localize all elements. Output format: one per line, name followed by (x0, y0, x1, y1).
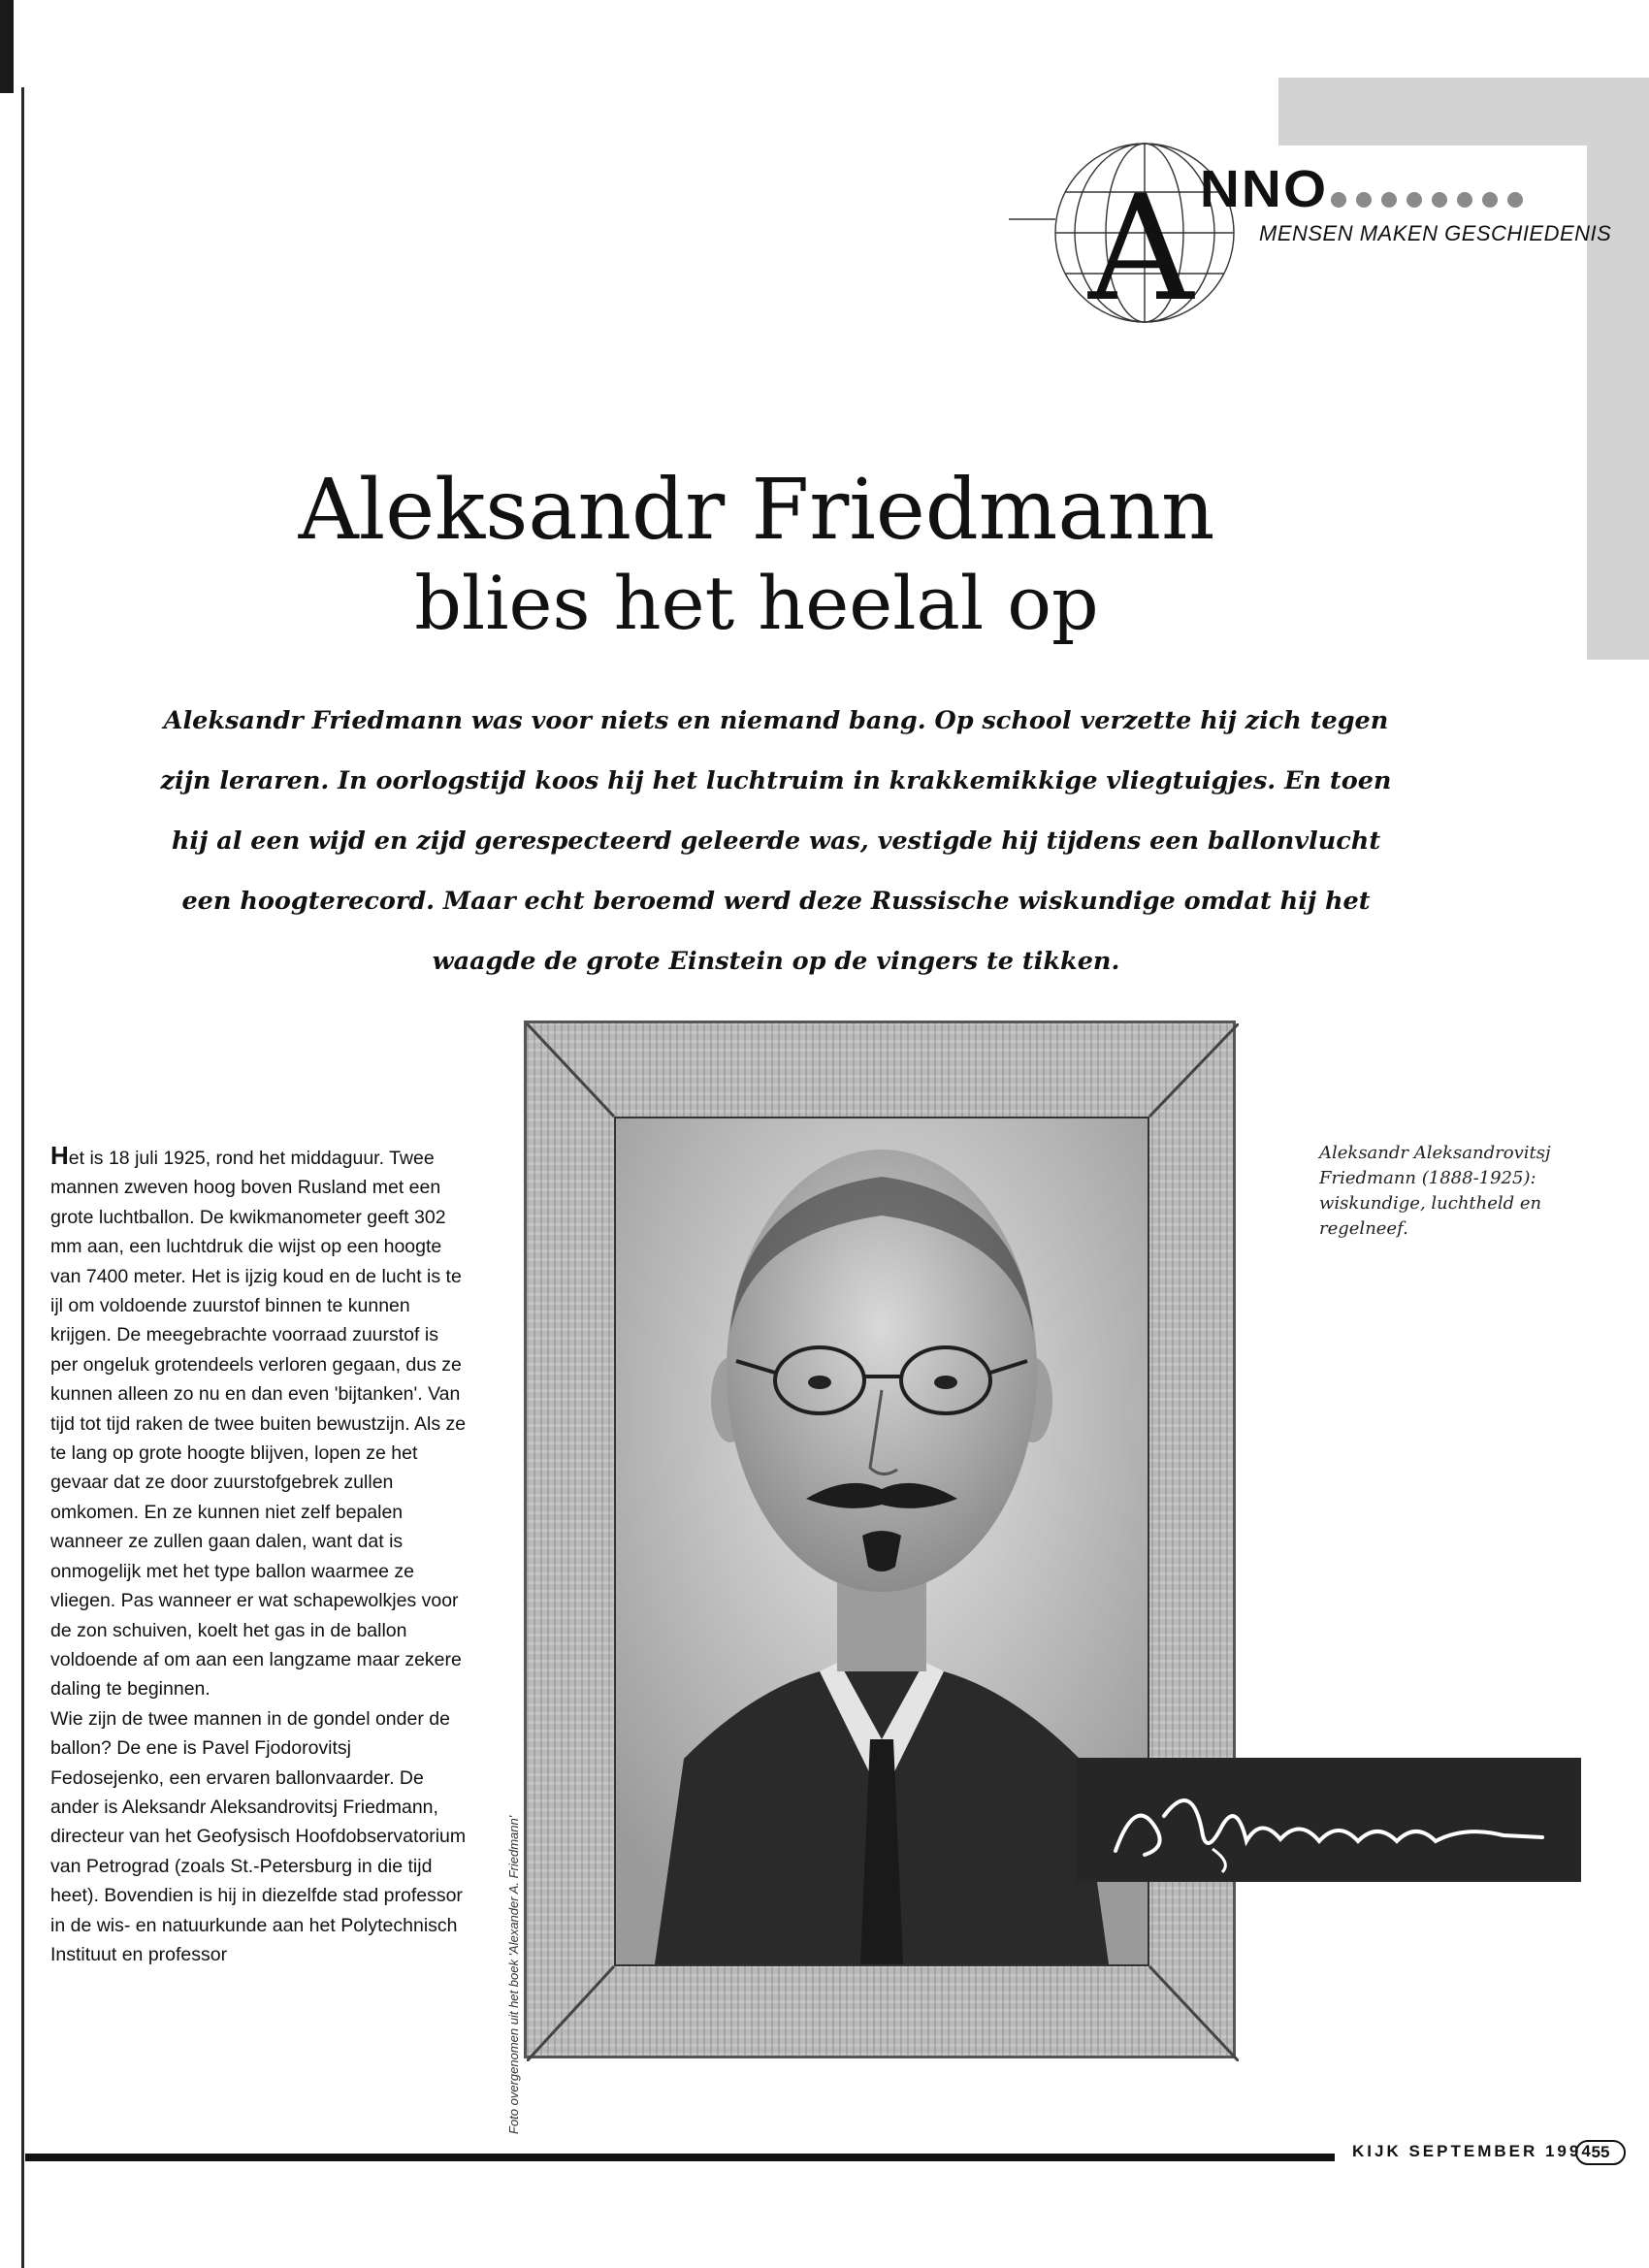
binding-shadow (0, 0, 14, 93)
body-paragraph-1: Het is 18 juli 1925, rond het middaguur. Twee mannen zweven hoog boven Rusland met een grote luchtballon. De kwikmanometer geeft 302 mm aan, een luchtdruk die wijst op een hoogte van 7400 meter. Het is ijzig koud en de lucht is te ijl om voldoende zuurstof binnen te kunnen krijgen. De meegebrachte voorraad zuurstof is per ongeluk grotendeels verloren gegaan, dus ze kunnen alleen zo nu en dan even 'bijtanken'. Van tijd tot tijd raken de twee buiten bewustzijn. Als ze te lang op grote hoogte blijven, lopen ze het gevaar dat ze door zuurstofgebrek zullen omkomen. En ze kunnen niet zelf bepalen wanneer ze zullen gaan dalen, want dat is onmogelijk met het type ballon waarmee ze vliegen. Pas wanneer er wat schapewolkjes voor de zon schuiven, koelt het gas in de ballon voldoende af om aan een langzame maar zekere daling te beginnen. (50, 1141, 467, 1701)
photo-credit: Foto overgenomen uit het boek 'Alexander A. Friedmann' (506, 1815, 521, 2134)
portrait-photo (614, 1117, 1149, 1966)
dropcap: H (50, 1141, 69, 1170)
footer-magazine: KIJK SEPTEMBER 1994 (1352, 2142, 1594, 2160)
body-column (50, 1141, 469, 1969)
portrait-illustration (616, 1118, 1148, 1964)
binding-line (21, 87, 24, 2268)
signature-image (1077, 1758, 1581, 1882)
page-number: 55 (1575, 2140, 1626, 2165)
article-title: Aleksandr Friedmann (298, 462, 1215, 559)
photo-caption: Aleksandr Aleksandrovitsj Friedmann (1888-1925): wiskundige, luchtheld en regelneef. (1319, 1143, 1551, 1239)
anno-tagline: MENSEN MAKEN GESCHIEDENIS (1259, 221, 1612, 245)
svg-text:A: A (1088, 165, 1194, 334)
article-subtitle: blies het heelal op (414, 560, 1099, 646)
portrait-frame (524, 1021, 1236, 2058)
anno-wordmark: NNO (1199, 160, 1329, 218)
anno-dots (1331, 192, 1523, 208)
body-paragraph-2: Wie zijn de twee mannen in de gondel onder de ballon? De ene is Pavel Fjodorovitsj Fedosejenko, een ervaren ballonvaarder. De ander is Aleksandr Aleksandrovitsj Friedmann, directeur van het Geofysisch Hoofdobservatorium van Petrograd (zoals St.-Petersburg in die tijd heet). Bovendien is hij in diezelfde stad professor in de wis- en natuurkunde aan het Polytechnisch Instituut en professor (50, 1707, 467, 1965)
article-intro: Aleksandr Friedmann was voor niets en niemand bang. Op school verzette hij zich tegen zijn leraren. In oorlogstijd koos hij het luchtruim in krakkemikkige vliegtuigjes. En toen hij al een wijd en zijd gerespecteerd geleerde was, vestigde hij tijdens een ballonvlucht een hoogterecord. Maar echt beroemd werd deze Russische wiskundige omdat hij het waagde de grote Einstein op de vingers te tikken. (160, 706, 1392, 976)
page-left-edge (0, 0, 25, 2268)
signature-box (1077, 1758, 1581, 1882)
footer-rule (25, 2154, 1335, 2161)
